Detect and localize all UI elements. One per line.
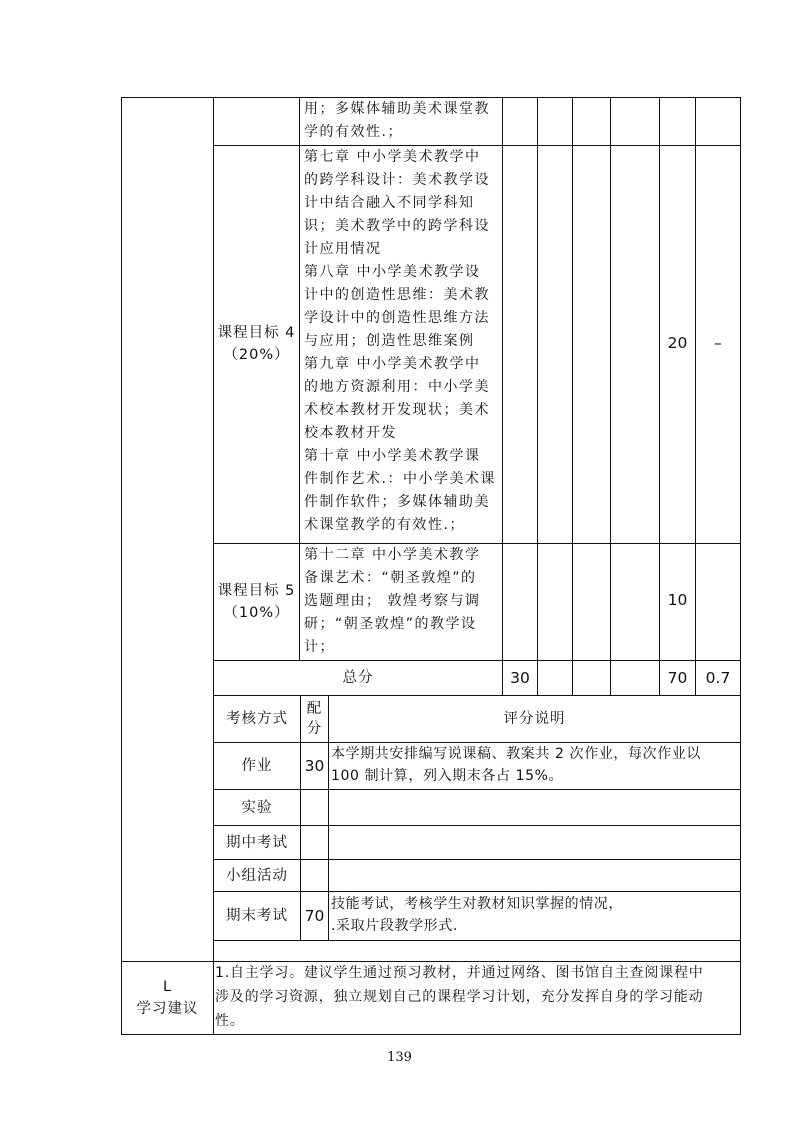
page-number: 139: [387, 1050, 412, 1065]
content-line: 计中的创造性思维：美术教: [304, 287, 490, 303]
goal-5-label: [214, 543, 299, 660]
content-line: 第九章 中小学美术教学中: [304, 356, 481, 372]
assessment-header-desc: 评分说明: [503, 711, 566, 727]
content-line: 第十章 中小学美术教学课: [304, 448, 481, 464]
content-line: 学的有效性.；: [304, 124, 403, 140]
study-advice-line: 涉及的学习资源，独立规划自己的课程学习计划，充分发挥自身的学习能动: [215, 989, 704, 1005]
assessment-score: 70: [304, 907, 325, 925]
goal-4-weight: –: [714, 334, 722, 352]
total-usual: 30: [510, 669, 530, 687]
content-line: 计；: [304, 639, 335, 655]
content-line: 计应用情况: [304, 241, 382, 257]
goal-4-title: 课程目标 4: [217, 325, 296, 341]
study-advice-line: 1.自主学习。建议学生通过预习教材，并通过网络、图书馆自主查阅课程中: [215, 965, 704, 981]
content-line: 用；多媒体辅助美术课堂教: [304, 101, 490, 117]
goal-5-percent: （10%）: [223, 604, 290, 621]
content-line: 第十二章 中小学美术教学: [304, 547, 481, 563]
assessment-method: 期中考试: [226, 834, 288, 851]
assessment-method: 期末考试: [226, 908, 288, 924]
content-line: 备课艺术：“朝圣敦煌”的: [304, 570, 477, 586]
content-line: 识；美术教学中的跨学科设: [304, 218, 490, 234]
assessment-method: 实验: [241, 799, 273, 816]
assessment-method: 小组活动: [226, 867, 288, 884]
goal-4-label: [214, 145, 299, 543]
content-line: 第八章 中小学美术教学设: [304, 264, 481, 280]
content-line: 与应用；创造性思维案例: [304, 333, 475, 349]
assessment-header-score: 配 分: [306, 701, 323, 737]
assessment-desc-line: .采取片段教学形式.: [331, 918, 458, 934]
content-line: 件制作软件；多媒体辅助美: [304, 494, 490, 510]
goal-4-final-score: 20: [667, 334, 688, 352]
content-line: 第七章 中小学美术教学中: [304, 149, 481, 165]
goal-5-title: 课程目标 5: [217, 582, 296, 599]
goal-4-percent: （20%）: [223, 347, 290, 363]
content-line: 件制作艺术.：中小学美术课: [304, 471, 496, 487]
content-line: 术课堂教学的有效性.；: [304, 517, 465, 533]
content-line: 研；“朝圣敦煌”的教学设: [304, 616, 477, 632]
study-advice-line: 性。: [215, 1013, 245, 1029]
content-line: 校本教材开发: [304, 425, 397, 441]
assessment-score: 30: [304, 757, 325, 775]
content-line: 选题理由； 敦煌考察与调: [304, 593, 481, 609]
assessment-desc-line: 100 制计算，列入期末各占 15%。: [331, 768, 564, 784]
total-weight: 0.7: [705, 669, 731, 687]
assessment-desc-line: 技能考试，考核学生对教材知识掌握的情况，: [331, 896, 623, 912]
content-line: 计中结合融入不同学科知: [304, 195, 475, 211]
assessment-desc-line: 本学期共安排编写说课稿、教案共 2 次作业，每次作业以: [331, 746, 702, 762]
assessment-header-method: 考核方式: [226, 711, 288, 727]
content-line: 的地方资源利用：中小学美: [304, 379, 490, 395]
total-label: 总分: [342, 670, 374, 686]
content-line: 学设计中的创造性思维方法: [304, 310, 490, 326]
goal-5-final-score: 10: [667, 591, 688, 609]
total-final: 70: [667, 669, 688, 687]
study-advice-label: L 学习建议: [136, 979, 199, 1017]
assessment-method: 作业: [241, 758, 273, 774]
content-line: 的跨学科设计：美术教学设: [304, 172, 490, 188]
content-line: 术校本教材开发现状；美术: [304, 402, 490, 418]
